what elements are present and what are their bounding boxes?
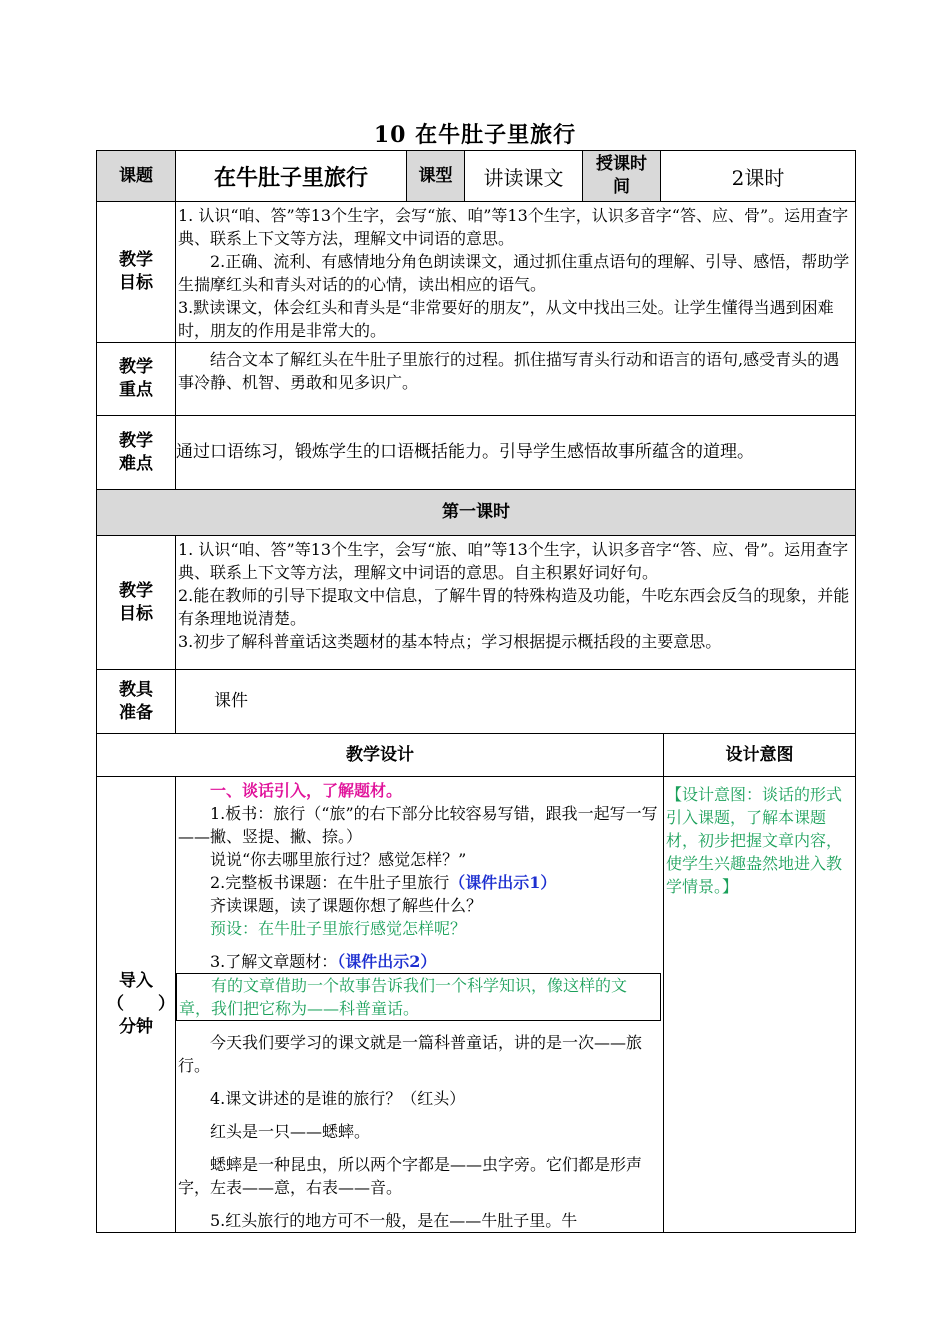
design-intent: 【设计意图：谈话的形式引入课题，了解本课题材，初步把握文章内容，使学生兴趣盎然地进入教学情景。】 bbox=[664, 777, 856, 1233]
design-p8: 今天我们要学习的课文就是一篇科普童话，讲的是一次——旅行。 bbox=[178, 1033, 643, 1075]
goals-content bbox=[176, 202, 856, 343]
first-goals-row bbox=[97, 536, 856, 670]
first-goal-3: 3.初步了解科普童话这类题材的基本特点；学习根据提示概括段的主要意思。 bbox=[178, 632, 722, 651]
goal-3: 3.默读课文，体会红头和青头是“非常要好的朋友”，从文中找出三处。让学生懂得当遇到困难时，朋友的作用是非常大的。 bbox=[178, 298, 834, 340]
first-goals-label: 教学目标 bbox=[97, 536, 176, 670]
topic-label: 课题 bbox=[97, 151, 176, 202]
page-title: 10 在牛肚子里旅行 bbox=[373, 122, 577, 148]
intent-header: 设计意图 bbox=[664, 734, 856, 777]
first-goals-content bbox=[176, 536, 856, 670]
tools-label: 教具准备 bbox=[97, 670, 176, 734]
design-p9: 4.课文讲述的是谁的旅行？（红头） bbox=[210, 1089, 466, 1108]
goal-2: 2.正确、流利、有感情地分角色朗读课文，通过抓住重点语句的理解、引导、感悟，帮助学生揣摩红头和青头对话的的心情，读出相应的语气。 bbox=[178, 252, 850, 294]
goals-row bbox=[97, 202, 856, 343]
stage-label: 导入（ ）分钟 bbox=[97, 777, 176, 1233]
design-p6-text: 3.了解文章题材： bbox=[210, 952, 338, 971]
header-row bbox=[97, 151, 856, 202]
design-p2: 说说“你去哪里旅行过？感觉怎样？” bbox=[210, 850, 467, 869]
difficulty-label: 教学难点 bbox=[97, 416, 176, 490]
courseware-note-1: （课件出示1） bbox=[449, 873, 557, 892]
design-p3 bbox=[178, 871, 661, 894]
first-lesson-label: 第一课时 bbox=[97, 490, 856, 536]
goal-1: 1. 认识“咱、答”等13个生字，会写“旅、咱”等13个生字，认识多音字“答、应、骨”。运用查字典、联系上下文等方法，理解文中词语的意思。 bbox=[178, 206, 849, 248]
difficulty-row bbox=[97, 416, 856, 490]
design-body-row bbox=[97, 777, 856, 1233]
first-goal-1: 1. 认识“咱、答”等13个生字，会写“旅、咱”等13个生字，认识多音字“答、应、骨”。运用查字典、联系上下文等方法，理解文中词语的意思。自主积累好词好句。 bbox=[178, 540, 849, 582]
design-p4: 齐读课题，读了课题你想了解些什么？ bbox=[210, 896, 483, 915]
first-lesson-row bbox=[97, 490, 856, 536]
tools-value: 课件 bbox=[176, 670, 856, 734]
design-p1: 1.板书：旅行（“旅”的右下部分比较容易写错，跟我一起写一写——撇、竖提、撇、捺。） bbox=[178, 804, 658, 846]
hours-label: 授课时间 bbox=[583, 151, 661, 202]
lesson-plan-table bbox=[96, 150, 856, 1233]
design-header: 教学设计 bbox=[97, 734, 664, 777]
design-p11: 蟋蟀是一种昆虫，所以两个字都是——虫字旁。它们都是形声字，左表——意，右表——音。 bbox=[178, 1155, 643, 1197]
difficulty-text: 通过口语练习，锻炼学生的口语概括能力。引导学生感悟故事所蕴含的道理。 bbox=[176, 416, 856, 490]
design-p10: 红头是一只——蟋蟀。 bbox=[210, 1122, 371, 1141]
focus-row bbox=[97, 343, 856, 416]
topic-value: 在牛肚子里旅行 bbox=[176, 151, 407, 202]
tools-row bbox=[97, 670, 856, 734]
hours-value: 2课时 bbox=[661, 151, 856, 202]
design-header-row bbox=[97, 734, 856, 777]
courseware-note-2: （课件出示2） bbox=[337, 952, 437, 971]
focus-content bbox=[176, 343, 856, 416]
first-goal-2: 2.能在教师的引导下提取文中信息，了解牛胃的特殊构造及功能，牛吃东西会反刍的现象，并能有条理地说清楚。 bbox=[178, 586, 850, 628]
science-story-definition: 有的文章借助一个故事告诉我们一个科学知识，像这样的文章，我们把它称为——科普童话。 bbox=[176, 973, 661, 1021]
focus-text: 结合文本了解红头在牛肚子里旅行的过程。抓住描写青头行动和语言的语句,感受青头的遇事冷静、机智、勇敢和见多识广。 bbox=[178, 350, 840, 392]
focus-label: 教学重点 bbox=[97, 343, 176, 416]
design-p3-text: 2.完整板书课题：在牛肚子里旅行 bbox=[210, 873, 450, 892]
goals-label: 教学目标 bbox=[97, 202, 176, 343]
design-p6 bbox=[178, 950, 661, 973]
section-heading: 一、谈话引入，了解题材。 bbox=[210, 781, 403, 800]
design-p12: 5.红头旅行的地方可不一般，是在——牛肚子里。牛 bbox=[210, 1211, 578, 1230]
type-value: 讲读课文 bbox=[465, 151, 583, 202]
type-label: 课型 bbox=[407, 151, 465, 202]
design-p5: 预设：在牛肚子里旅行感觉怎样呢？ bbox=[210, 919, 467, 938]
design-content bbox=[176, 777, 664, 1233]
